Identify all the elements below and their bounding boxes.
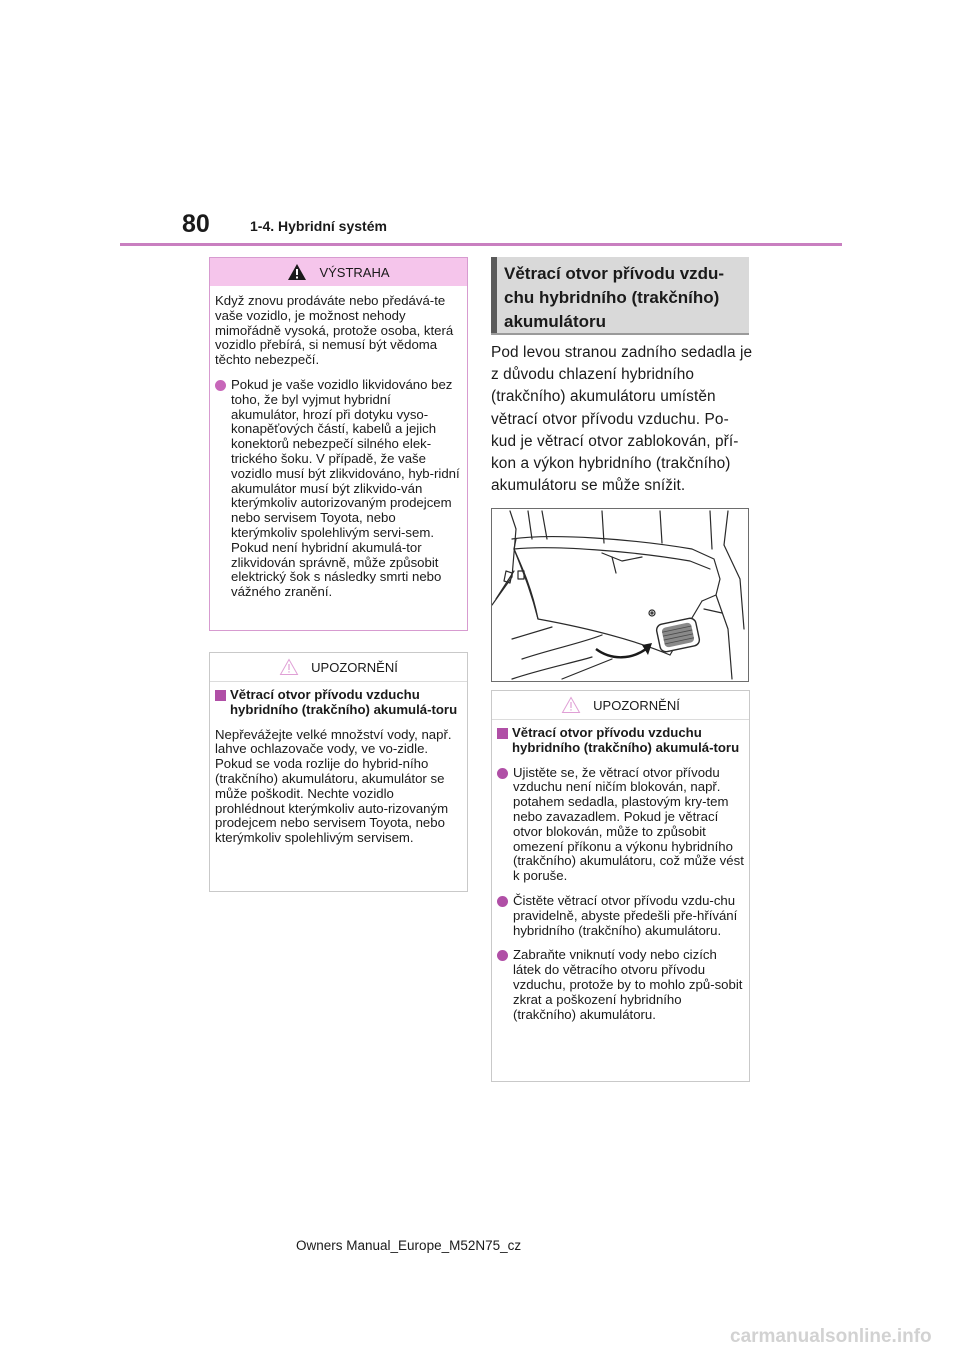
page-number: 80 <box>182 210 210 238</box>
rear-seat-drawing <box>492 509 748 681</box>
warning-bullet-text: Pokud je vaše vozidlo likvidováno bez toho, že byl vyjmut hybridní akumulátor, hrozí při dotyku vyso-konapěťových částí, kabelů a jejich konektorů nebezpečí silného elek-trického šoku. V případě, že vaše vozidlo musí být zlikvidováno, hyb-ridní akumulátor musí být zlikvido-ván kterýmkoliv autorizovaným prodejcem nebo servisem Toyota, nebo kterýmkoliv spolehlivým servi-sem. Pokud není hybridní akumulá-tor zlikvidován správně, může způsobit elektrický šok s následky smrti nebo vážného zranění. <box>231 376 460 600</box>
notice-bullet <box>497 766 744 884</box>
caution-triangle-icon <box>279 658 299 676</box>
section-heading <box>491 257 749 335</box>
section-heading-line: chu hybridního (trakčního) <box>504 288 720 307</box>
bullet-dot-icon <box>497 896 508 907</box>
watermark: carmanualsonline.info <box>730 1326 932 1347</box>
square-bullet-icon <box>497 728 508 739</box>
notice-header-left <box>210 653 467 682</box>
notice-text-left: Nepřevážejte velké množství vody, např. lahve ochlazovače vody, ve vo-zidle. Pokud se voda rozlije do hybrid-ního (trakčního) akumulátoru, akumulátor se může poškodit. Nechte vozidlo prohlédnout kterýmkoliv auto-rizovaným prodejcem nebo servisem Toyota, nebo kterýmkoliv spolehlivým servisem. <box>215 726 452 846</box>
air-intake-vent <box>656 617 701 653</box>
notice-subheading-right: Větrací otvor přívodu vzduchu hybridního (trakčního) akumulá-toru <box>497 726 744 756</box>
bullet-dot-icon <box>215 380 226 391</box>
notice-subheading-left: Větrací otvor přívodu vzduchu hybridního (trakčního) akumulá-toru <box>215 688 462 718</box>
notice-box-left <box>209 652 468 892</box>
notice-bullet-text: Ujistěte se, že větrací otvor přívodu vzduchu není ničím blokován, např. potahem sedadla, plastovým kry-tem nebo zavazadlem. Pokud je větrací otvor blokován, může to způsobit omezení příkonu a výkonu hybridního (trakčního) akumulátoru, což může vést k poruše. <box>513 764 744 884</box>
caution-triangle-icon <box>561 696 581 714</box>
warning-box <box>209 257 468 631</box>
warning-intro: Když znovu prodáváte nebo předává-te vaše vozidlo, je možnost nehody mimořádně vysoká, protože osoba, která vozidlo přebírá, si nemusí být vědoma těchto nebezpečí. <box>215 293 454 368</box>
warning-body <box>210 286 467 600</box>
notice-header-right <box>492 691 749 720</box>
seat-vent-illustration <box>491 508 749 682</box>
notice-heading-left: UPOZORNĚNÍ <box>311 659 398 675</box>
header-rule <box>120 243 842 246</box>
arrow-icon <box>596 649 646 657</box>
bullet-dot-icon <box>497 768 508 779</box>
notice-body-left <box>210 682 467 846</box>
warning-header <box>210 258 467 286</box>
notice-box-right <box>491 690 750 1082</box>
notice-body-right <box>492 720 749 1022</box>
bullet-dot-icon <box>497 950 508 961</box>
section-paragraph: Pod levou stranou zadního sedadla je z důvodu chlazení hybridního (trakčního) akumulátoru umístěn větrací otvor přívodu vzduchu. Po-kud je větrací otvor zablokován, pří-kon a výkon hybridního (trakčního) akumulátoru se může snížit. <box>491 344 753 495</box>
warning-bullet <box>215 378 462 600</box>
notice-bullet-text: Čistěte větrací otvor přívodu vzdu-chu pravidelně, abyste předešli pře-hřívání hybridního (trakčního) akumulátoru. <box>513 892 738 938</box>
section-title: 1-4. Hybridní systém <box>250 218 387 234</box>
notice-heading-right: UPOZORNĚNÍ <box>593 697 680 713</box>
notice-bullet <box>497 948 744 1022</box>
notice-bullet-text: Zabraňte vniknutí vody nebo cizích látek do větracího otvoru přívodu vzduchu, protože by to mohlo způ-sobit zkrat a poškození hybridního (trakčního) akumulátoru. <box>513 947 743 1022</box>
section-heading-line: akumulátoru <box>504 312 607 331</box>
section-heading-line: Větrací otvor přívodu vzdu- <box>504 264 725 283</box>
warning-heading: VÝSTRAHA <box>319 264 390 280</box>
warning-triangle-icon <box>287 263 307 281</box>
notice-bullet <box>497 894 744 938</box>
footer-doc-id: Owners Manual_Europe_M52N75_cz <box>296 1238 522 1253</box>
square-bullet-icon <box>215 690 226 701</box>
